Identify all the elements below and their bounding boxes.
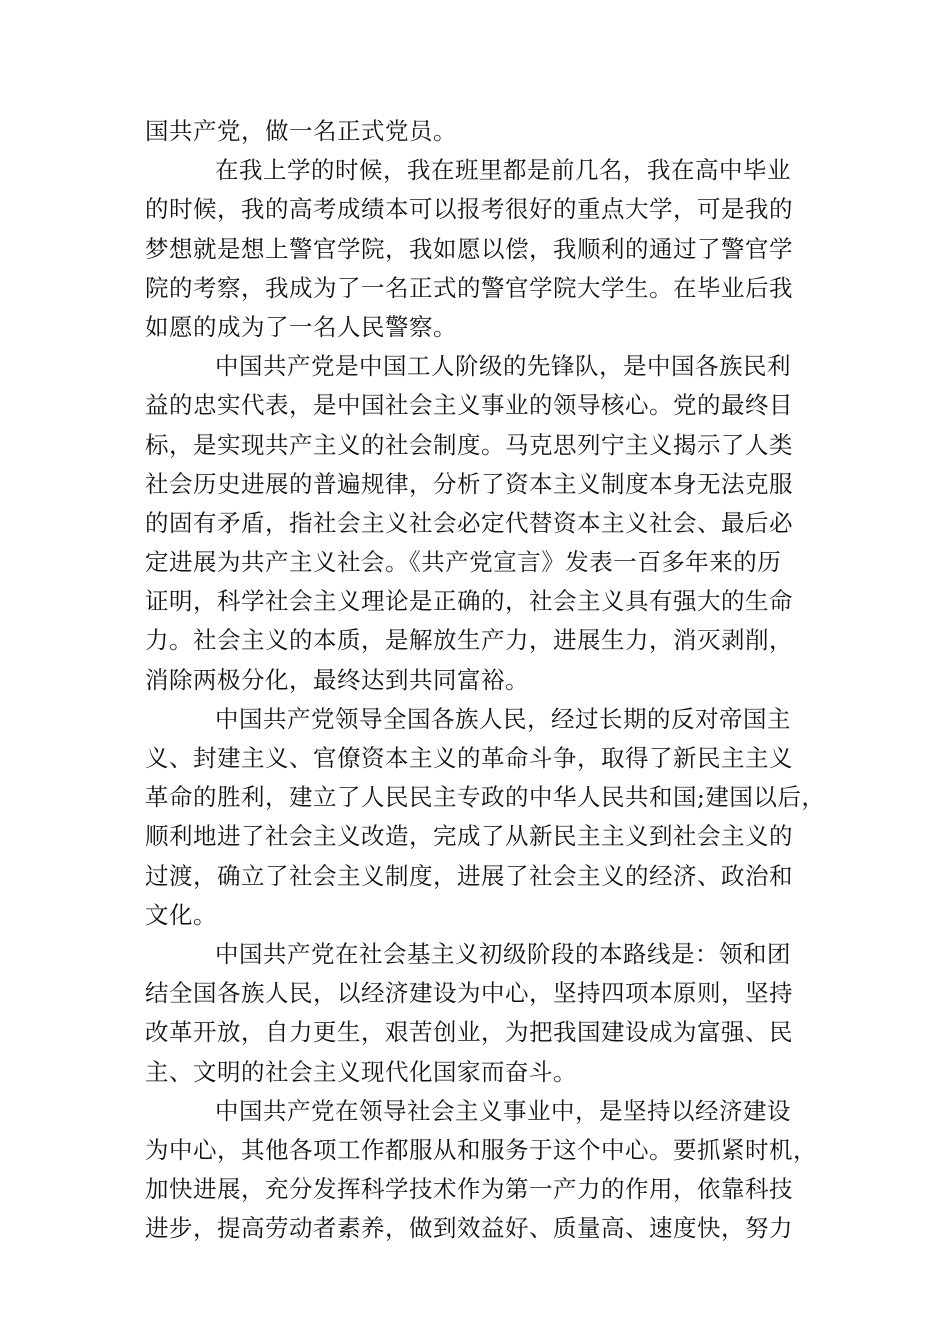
paragraph	[145, 347, 805, 700]
text-line: 结全国各族人民，以经济建设为中心，坚持四项本原则，坚持	[145, 979, 793, 1008]
paragraph	[145, 1092, 817, 1249]
text-line: 中国共产党是中国工人阶级的先锋队，是中国各族民利	[215, 352, 791, 381]
paragraph	[145, 700, 826, 935]
text-line: 进步，提高劳动者素养，做到效益好、质量高、速度快，努力	[145, 1214, 793, 1243]
document-body	[145, 112, 826, 1248]
paragraph	[145, 151, 805, 347]
text-line: 证明，科学社会主义理论是正确的，社会主义具有强大的生命	[145, 587, 793, 616]
text-line: 消除两极分化，最终达到共同富裕。	[145, 665, 529, 694]
text-line: 梦想就是想上警官学院，我如愿以偿，我顺利的通过了警官学	[145, 234, 793, 263]
text-line: 益的忠实代表，是中国社会主义事业的领导核心。党的最终目	[145, 391, 793, 420]
text-line: 在我上学的时候，我在班里都是前几名，我在高中毕业	[215, 156, 791, 185]
text-line: 定进展为共产主义社会。《共产党宣言》发表一百多年来的历	[145, 548, 782, 577]
text-line: 标，是实现共产主义的社会制度。马克思列宁主义揭示了人类	[145, 430, 793, 459]
text-line: 加快进展，充分发挥科学技术作为第一产力的作用，依靠科技	[145, 1175, 793, 1204]
text-line: 中国共产党在社会基主义初级阶段的本路线是：领和团	[215, 939, 791, 968]
text-line: 力。社会主义的本质，是解放生产力，进展生力，消灭剥削，	[145, 626, 793, 655]
text-line: 文化。	[145, 900, 217, 929]
paragraph	[145, 112, 805, 151]
text-line: 为中心，其他各项工作都服从和服务于这个中心。要抓紧时机，	[145, 1135, 817, 1164]
text-line: 社会历史进展的普遍规律，分析了资本主义制度本身无法克服	[145, 469, 793, 498]
text-line: 过渡，确立了社会主义制度，进展了社会主义的经济、政治和	[145, 861, 793, 890]
text-line: 的时候，我的高考成绩本可以报考很好的重点大学，可是我的	[145, 195, 793, 224]
text-line: 顺利地进了社会主义改造，完成了从新民主主义到社会主义的	[145, 822, 793, 851]
text-line: 院的考察，我成为了一名正式的警官学院大学生。在毕业后我	[145, 273, 793, 302]
text-line: 中国共产党在领导社会主义事业中，是坚持以经济建设	[215, 1096, 791, 1125]
text-line: 国共产党，做一名正式党员。	[145, 117, 457, 145]
text-line: 的固有矛盾，指社会主义社会必定代替资本主义社会、最后必	[145, 508, 793, 537]
text-line: 义、封建主义、官僚资本主义的革命斗争，取得了新民主主义	[145, 744, 793, 772]
text-line: 主、文明的社会主义现代化国家而奋斗。	[145, 1057, 577, 1086]
text-line: 革命的胜利，建立了人民民主专政的中华人民共和国;建国以后，	[145, 783, 826, 812]
text-line: 如愿的成为了一名人民警察。	[145, 312, 457, 341]
text-line: 改革开放，自力更生，艰苦创业，为把我国建设成为富强、民	[145, 1018, 793, 1047]
paragraph	[145, 935, 805, 1092]
text-line: 中国共产党领导全国各族人民，经过长期的反对帝国主	[215, 704, 791, 733]
